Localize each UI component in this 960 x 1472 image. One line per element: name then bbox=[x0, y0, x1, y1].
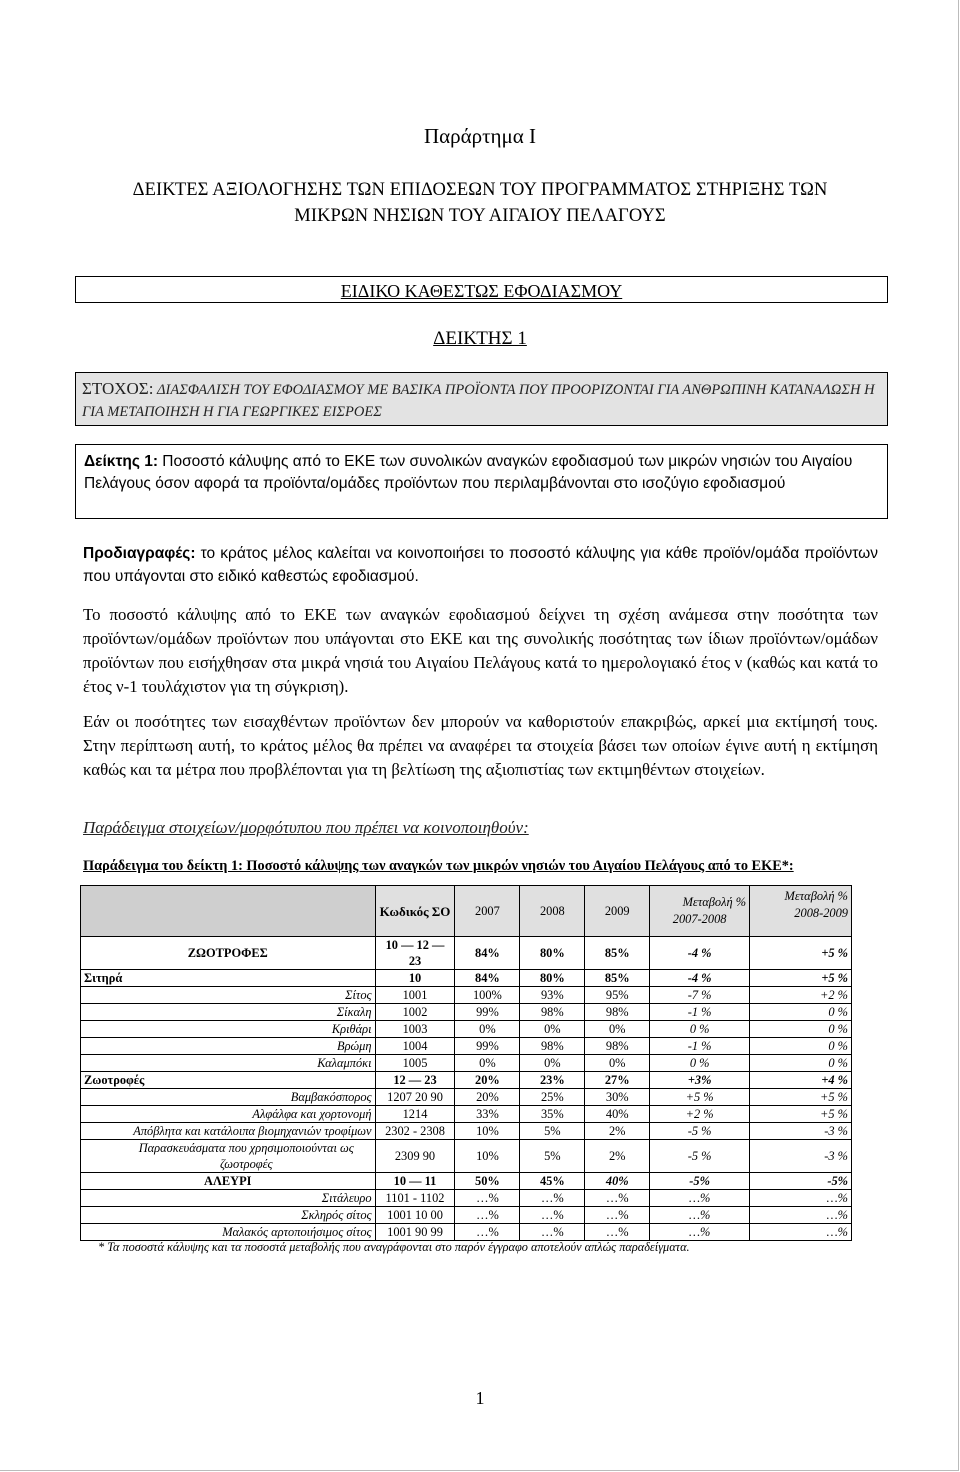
table-row bbox=[81, 970, 852, 987]
row-2009: 0% bbox=[585, 1055, 650, 1072]
goal-text: ΔΙΑΣΦΑΛΙΣΗ ΤΟΥ ΕΦΟΔΙΑΣΜΟΥ ΜΕ ΒΑΣΙΚΑ ΠΡΟΪΟΝΤΑ ΠΟΥ ΠΡΟΟΡΙΖΟΝΤΑΙ ΓΙΑ ΑΝΘΡΩΠΙΝΗ ΚΑΤΑΝΑΛΩΣΗ Η ΓΙΑ ΜΕΤΑΠΟΙΗΣΗ Η ΓΙΑ ΓΕΩΡΓΙΚΕΣ ΕΙΣΡΟΕΣ bbox=[82, 382, 875, 420]
specifications-label: Προδιαγραφές: bbox=[83, 545, 196, 562]
row-name: Απόβλητα και κατάλοιπα βιομηχανιών τροφίμων bbox=[81, 1123, 376, 1140]
paragraph-estimation: Εάν οι ποσότητες των εισαχθέντων προϊόντων δεν μπορούν να καθοριστούν επακριβώς, αρκεί μια εκτίμησή τους. Στην περίπτωση αυτή, το κράτος μέλος θα πρέπει να αναφέρει τα στοιχεία βάσει των οποίων έγινε αυτή η εκτίμηση καθώς και τα μέτρα που προβλέπονται για τη βελτίωση της αξιοπιστίας των εκτιμηθέντων στοιχείων. bbox=[83, 712, 878, 779]
row-change-2: -3 % bbox=[750, 1123, 852, 1140]
header-change-2007-2008 bbox=[650, 886, 750, 937]
row-2009: 27% bbox=[585, 1072, 650, 1089]
row-2009: …% bbox=[585, 1207, 650, 1224]
paragraph-coverage-explanation: Το ποσοστό κάλυψης από το ΕΚΕ των αναγκών εφοδιασμού δείχνει τη σχέση ανάμεσα στην ποσότητα των προϊόντων/ομάδων προϊόντων που υπάγονται στο ΕΚΕ και της συνολικής ποσότητας των ίδιων προϊόντων/ομάδων προϊόντων που εισήχθησαν στα μικρά νησιά του Αιγαίου Πελάγους κατά το ημερολογιακό έτος ν (καθώς και κατά το έτος ν-1 τουλάχιστον για τη σύγκριση). bbox=[83, 605, 878, 696]
row-2009: 2% bbox=[585, 1140, 650, 1173]
footnote: * Τα ποσοστά κάλυψης και τα ποσοστά μεταβολής που αναγράφονται στο παρόν έγγραφο αποτελούν απλώς παραδείγματα. bbox=[98, 1240, 690, 1254]
row-2008: 0% bbox=[520, 1021, 585, 1038]
row-code: 1214 bbox=[375, 1106, 455, 1123]
row-change-2: +2 % bbox=[750, 987, 852, 1004]
row-code: 2302 - 2308 bbox=[375, 1123, 455, 1140]
example-heading: Παράδειγμα στοιχείων/μορφότυπου που πρέπει να κοινοποιηθούν: bbox=[83, 818, 529, 837]
row-change-2: +5 % bbox=[750, 970, 852, 987]
row-2008: 25% bbox=[520, 1089, 585, 1106]
indicator-definition-label: Δείκτης 1: bbox=[84, 453, 158, 470]
row-change-1: -1 % bbox=[650, 1004, 750, 1021]
row-name: Ζωοτροφές bbox=[81, 1072, 376, 1089]
row-2009: …% bbox=[585, 1190, 650, 1207]
row-code: 10 — 11 bbox=[375, 1173, 455, 1190]
table-row bbox=[81, 987, 852, 1004]
row-change-1: +3% bbox=[650, 1072, 750, 1089]
row-2007: 20% bbox=[455, 1072, 520, 1089]
row-name: ΑΛΕΥΡΙ bbox=[81, 1173, 376, 1190]
row-2009: …% bbox=[585, 1224, 650, 1241]
row-change-1: 0 % bbox=[650, 1021, 750, 1038]
header-change-2008-2009-years: 2008-2009 bbox=[794, 906, 848, 920]
row-change-1: …% bbox=[650, 1207, 750, 1224]
row-2007: 10% bbox=[455, 1123, 520, 1140]
table-row bbox=[81, 1038, 852, 1055]
row-2007: 84% bbox=[455, 937, 520, 970]
row-code: 1101 - 1102 bbox=[375, 1190, 455, 1207]
row-change-1: -4 % bbox=[650, 970, 750, 987]
row-2007: 0% bbox=[455, 1021, 520, 1038]
row-change-2: …% bbox=[750, 1190, 852, 1207]
goal-box bbox=[75, 372, 888, 426]
row-name: Μαλακός αρτοποιήσιμος σίτος bbox=[81, 1224, 376, 1241]
row-name: Σίκαλη bbox=[81, 1004, 376, 1021]
table-row bbox=[81, 1055, 852, 1072]
header-2007: 2007 bbox=[455, 886, 520, 937]
row-name: Καλαμπόκι bbox=[81, 1055, 376, 1072]
header-2009: 2009 bbox=[585, 886, 650, 937]
indicator-definition-box bbox=[75, 444, 888, 519]
row-change-1: -5 % bbox=[650, 1140, 750, 1173]
table-row bbox=[81, 1106, 852, 1123]
row-2009: 30% bbox=[585, 1089, 650, 1106]
row-code: 1003 bbox=[375, 1021, 455, 1038]
row-code: 1001 10 00 bbox=[375, 1207, 455, 1224]
row-change-2: +4 % bbox=[750, 1072, 852, 1089]
row-2008: 5% bbox=[520, 1123, 585, 1140]
header-blank-cell bbox=[81, 886, 376, 937]
row-name: Παρασκευάσματα που χρησιμοποιούνται ως ζωοτροφές bbox=[81, 1140, 376, 1173]
row-name: Σιτάλευρο bbox=[81, 1190, 376, 1207]
row-change-2: 0 % bbox=[750, 1021, 852, 1038]
table-row bbox=[81, 1224, 852, 1241]
row-2007: 20% bbox=[455, 1089, 520, 1106]
row-change-2: 0 % bbox=[750, 1038, 852, 1055]
indicator-definition-text: Ποσοστό κάλυψης από το ΕΚΕ των συνολικών αναγκών εφοδιασμού των μικρών νησιών του Αιγαίου Πελάγους όσον αφορά τα προϊόντα/ομάδες προϊόντων που περιλαμβάνονται στο ισοζύγιο εφοδιασμού bbox=[84, 453, 853, 492]
table-row bbox=[81, 1173, 852, 1190]
row-change-2: +5 % bbox=[750, 937, 852, 970]
table-row bbox=[81, 1190, 852, 1207]
row-code: 1001 bbox=[375, 987, 455, 1004]
row-change-1: 0 % bbox=[650, 1055, 750, 1072]
row-2009: 0% bbox=[585, 1021, 650, 1038]
row-2007: …% bbox=[455, 1224, 520, 1241]
goal-label: ΣΤΟΧΟΣ: bbox=[82, 379, 154, 398]
row-2007: …% bbox=[455, 1190, 520, 1207]
row-2008: 35% bbox=[520, 1106, 585, 1123]
row-2007: 100% bbox=[455, 987, 520, 1004]
table-row bbox=[81, 1089, 852, 1106]
row-2008: 23% bbox=[520, 1072, 585, 1089]
row-2007: …% bbox=[455, 1207, 520, 1224]
row-2008: …% bbox=[520, 1224, 585, 1241]
row-change-1: -1 % bbox=[650, 1038, 750, 1055]
header-change-2008-2009 bbox=[750, 886, 852, 937]
appendix-title: Παράρτημα Ι bbox=[423, 124, 537, 148]
row-2007: 0% bbox=[455, 1055, 520, 1072]
row-2008: …% bbox=[520, 1207, 585, 1224]
row-name: Σιτηρά bbox=[81, 970, 376, 987]
row-name: Βρώμη bbox=[81, 1038, 376, 1055]
row-2008: …% bbox=[520, 1190, 585, 1207]
row-change-1: -7 % bbox=[650, 987, 750, 1004]
specifications-text: το κράτος μέλος καλείται να κοινοποιήσει το ποσοστό κάλυψης για κάθε προϊόν/ομάδα προϊόντων που υπάγονται στο ειδικό καθεστώς εφοδιασμού. bbox=[83, 545, 878, 585]
row-change-2: 0 % bbox=[750, 1055, 852, 1072]
table-row bbox=[81, 1123, 852, 1140]
table-row bbox=[81, 1004, 852, 1021]
row-2009: 40% bbox=[585, 1173, 650, 1190]
row-change-1: +5 % bbox=[650, 1089, 750, 1106]
row-2008: 80% bbox=[520, 970, 585, 987]
row-code: 10 — 12 — 23 bbox=[375, 937, 455, 970]
row-2009: 85% bbox=[585, 937, 650, 970]
header-change-2007-2008-label: Μεταβολή % bbox=[682, 895, 747, 909]
row-change-2: -5% bbox=[750, 1173, 852, 1190]
row-name: ΖΩΟΤΡΟΦΕΣ bbox=[81, 937, 376, 970]
row-change-1: …% bbox=[650, 1190, 750, 1207]
row-change-2: +5 % bbox=[750, 1089, 852, 1106]
page-number: 1 bbox=[475, 1388, 485, 1408]
row-change-2: …% bbox=[750, 1224, 852, 1241]
row-name: Αλφάλφα και χορτονομή bbox=[81, 1106, 376, 1123]
row-change-1: +2 % bbox=[650, 1106, 750, 1123]
row-change-2: …% bbox=[750, 1207, 852, 1224]
row-change-2: -3 % bbox=[750, 1140, 852, 1173]
table-row bbox=[81, 1140, 852, 1173]
specifications-paragraph bbox=[83, 542, 878, 588]
coverage-table bbox=[80, 885, 852, 1241]
table-row bbox=[81, 937, 852, 970]
row-2008: 98% bbox=[520, 1038, 585, 1055]
row-2008: 5% bbox=[520, 1140, 585, 1173]
row-2009: 2% bbox=[585, 1123, 650, 1140]
row-code: 10 bbox=[375, 970, 455, 987]
table-caption: Παράδειγμα του δείκτη 1: Ποσοστό κάλυψης των αναγκών των μικρών νησιών του Αιγαίου Πελάγους από το ΕΚΕ*: bbox=[83, 858, 794, 874]
row-code: 1004 bbox=[375, 1038, 455, 1055]
row-2009: 95% bbox=[585, 987, 650, 1004]
row-code: 12 — 23 bbox=[375, 1072, 455, 1089]
table-header-row bbox=[81, 886, 852, 937]
indicator-heading: ΔΕΙΚΤΗΣ 1 bbox=[433, 328, 527, 349]
row-2009: 98% bbox=[585, 1004, 650, 1021]
row-name: Κριθάρι bbox=[81, 1021, 376, 1038]
row-code: 1002 bbox=[375, 1004, 455, 1021]
row-code: 1001 90 99 bbox=[375, 1224, 455, 1241]
row-name: Σίτος bbox=[81, 987, 376, 1004]
row-change-1: -5% bbox=[650, 1173, 750, 1190]
row-2009: 98% bbox=[585, 1038, 650, 1055]
row-2009: 40% bbox=[585, 1106, 650, 1123]
row-2008: 98% bbox=[520, 1004, 585, 1021]
row-2007: 33% bbox=[455, 1106, 520, 1123]
row-name: Σκληρός σίτος bbox=[81, 1207, 376, 1224]
row-2009: 85% bbox=[585, 970, 650, 987]
table-row bbox=[81, 1072, 852, 1089]
row-2008: 0% bbox=[520, 1055, 585, 1072]
header-code: Κωδικός ΣΟ bbox=[375, 886, 455, 937]
row-name: Βαμβακόσπορος bbox=[81, 1089, 376, 1106]
row-change-1: …% bbox=[650, 1224, 750, 1241]
row-change-1: -4 % bbox=[650, 937, 750, 970]
main-title-line-1: ΔΕΙΚΤΕΣ ΑΞΙΟΛΟΓΗΣΗΣ ΤΩΝ ΕΠΙΔΟΣΕΩΝ ΤΟΥ ΠΡΟΓΡΑΜΜΑΤΟΣ ΣΤΗΡΙΞΗΣ ΤΩΝ bbox=[132, 180, 828, 200]
main-title-line-2: ΜΙΚΡΩΝ ΝΗΣΙΩΝ ΤΟΥ ΑΙΓΑΙΟΥ ΠΕΛΑΓΟΥΣ bbox=[294, 206, 666, 226]
row-2007: 50% bbox=[455, 1173, 520, 1190]
table-row bbox=[81, 1207, 852, 1224]
special-regime-title: ΕΙΔΙΚΟ ΚΑΘΕΣΤΩΣ ΕΦΟΔΙΑΣΜΟΥ bbox=[75, 276, 888, 303]
row-change-1: -5 % bbox=[650, 1123, 750, 1140]
row-code: 1207 20 90 bbox=[375, 1089, 455, 1106]
header-change-2008-2009-label: Μεταβολή % bbox=[784, 889, 848, 903]
row-2008: 80% bbox=[520, 937, 585, 970]
row-change-2: 0 % bbox=[750, 1004, 852, 1021]
row-code: 2309 90 bbox=[375, 1140, 455, 1173]
row-2008: 45% bbox=[520, 1173, 585, 1190]
row-2007: 10% bbox=[455, 1140, 520, 1173]
row-2007: 84% bbox=[455, 970, 520, 987]
table-row bbox=[81, 1021, 852, 1038]
row-2008: 93% bbox=[520, 987, 585, 1004]
row-change-2: +5 % bbox=[750, 1106, 852, 1123]
header-change-2007-2008-years: 2007-2008 bbox=[672, 912, 727, 926]
header-2008: 2008 bbox=[520, 886, 585, 937]
row-2007: 99% bbox=[455, 1038, 520, 1055]
row-2007: 99% bbox=[455, 1004, 520, 1021]
row-code: 1005 bbox=[375, 1055, 455, 1072]
table-body bbox=[81, 937, 852, 1241]
